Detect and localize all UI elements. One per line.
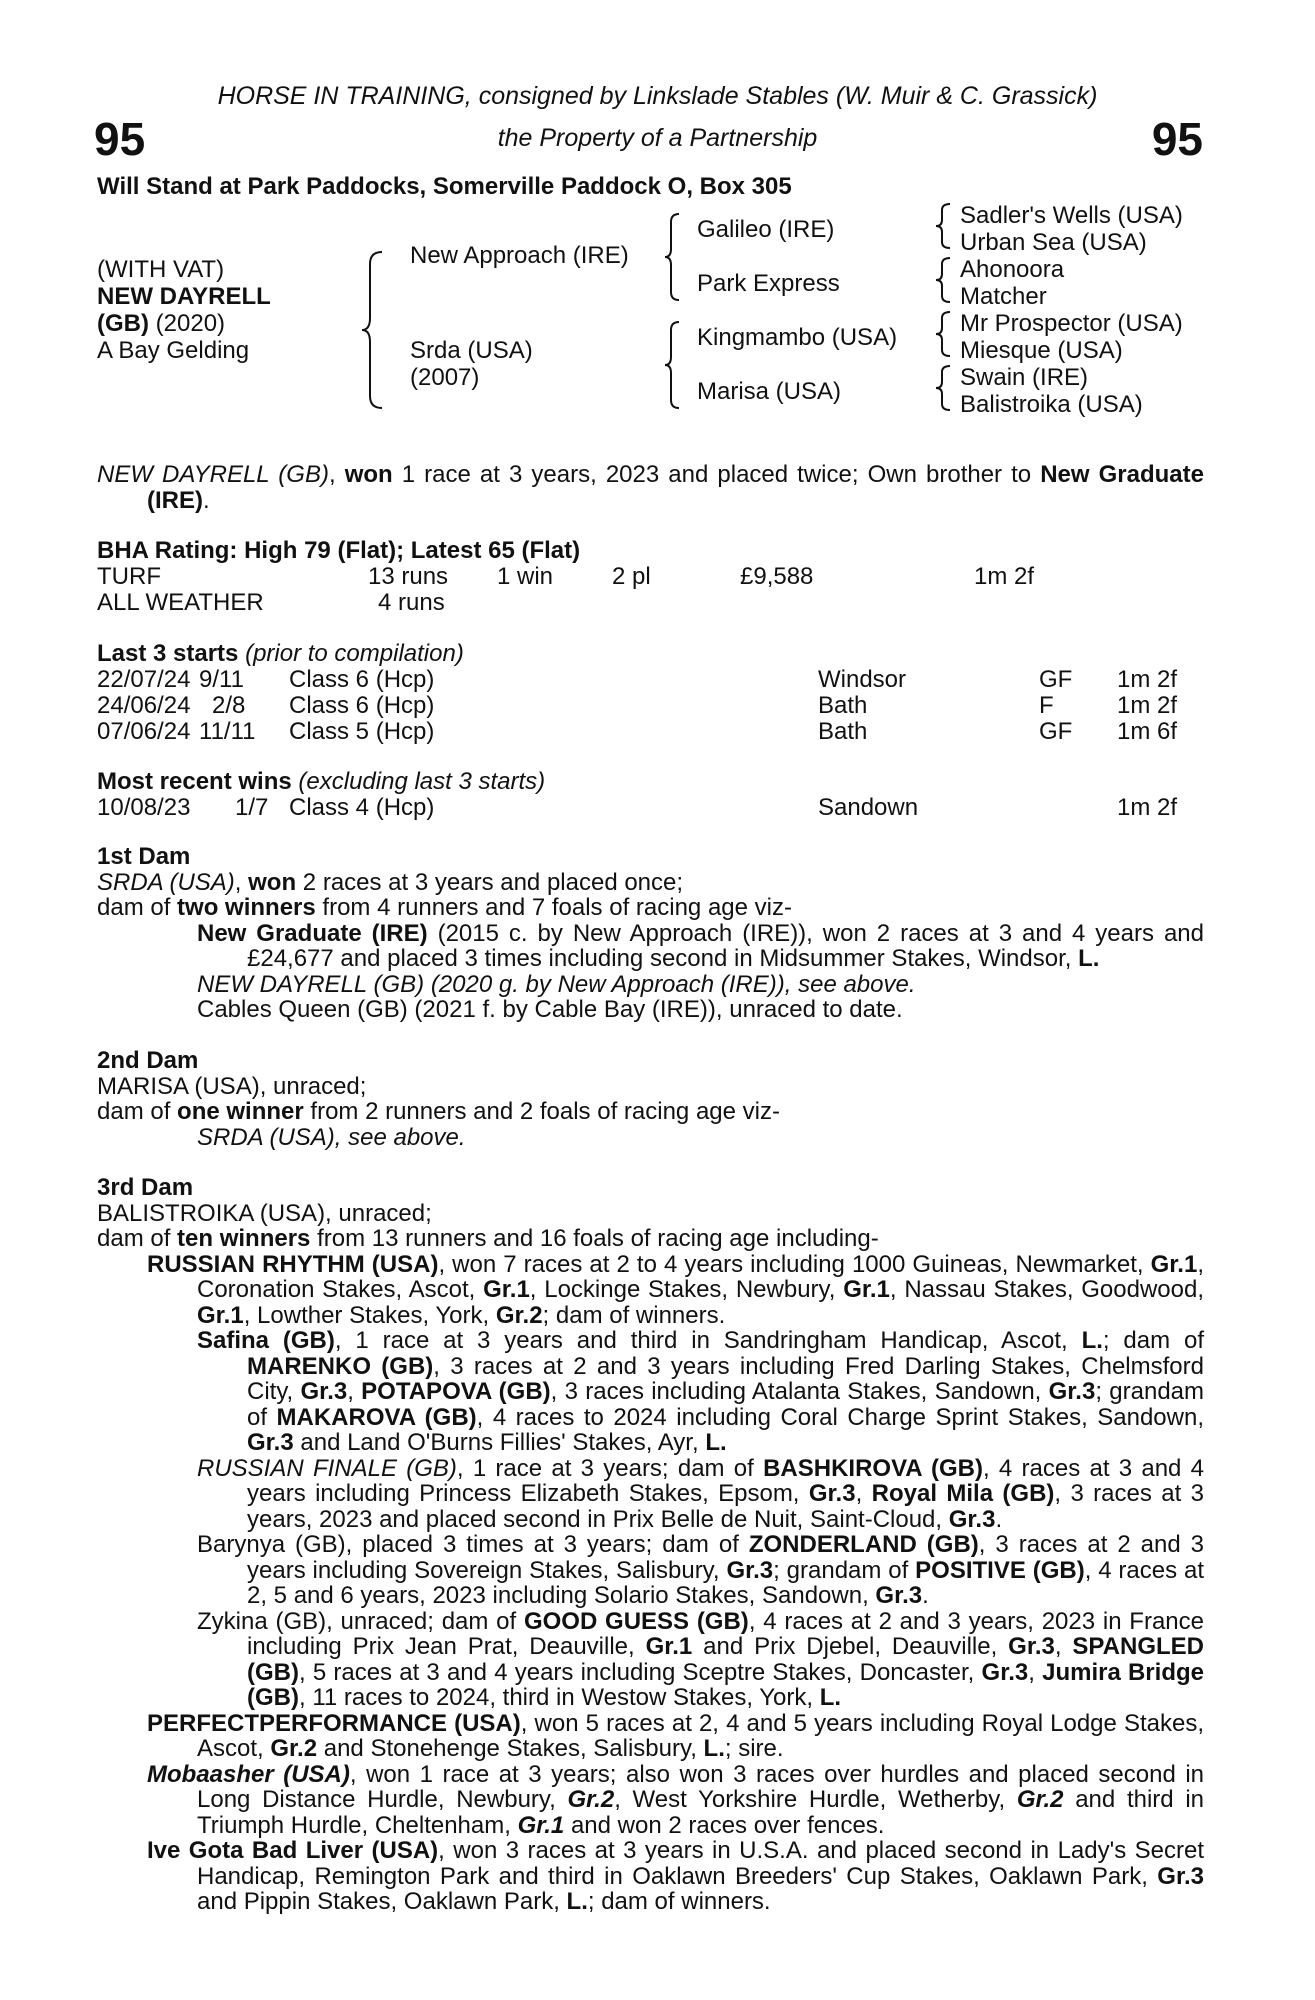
text: and won 2 races over fences.	[564, 1811, 885, 1839]
grade: Gr.1	[517, 1811, 565, 1839]
pedigree-gen3-8: Balistroika (USA)	[960, 391, 1143, 418]
recent-date: 10/08/23	[97, 794, 191, 821]
pedigree-dam: Srda (USA)	[410, 337, 533, 364]
grade: Gr.3	[981, 1658, 1029, 1686]
pedigree-sire-sire: Galileo (IRE)	[697, 216, 835, 243]
pedigree-sire: New Approach (IRE)	[410, 242, 629, 269]
grade: Gr.3	[726, 1556, 774, 1584]
text: ; grandam of	[247, 1378, 1205, 1431]
text: and Prix Djebel, Deauville,	[692, 1633, 1009, 1660]
progeny-name: PERFECTPERFORMANCE (USA)	[147, 1709, 521, 1737]
start-distance: 1m 2f	[1117, 666, 1178, 693]
grade: Gr.2	[495, 1301, 543, 1329]
lot-number-right: 95	[1151, 113, 1203, 165]
text: , 4 races at 3 and 4 years including Princess Elizabeth Stakes, Epsom,	[247, 1454, 1204, 1507]
progeny-name: GOOD GUESS (GB)	[523, 1607, 749, 1635]
text: ; dam of winners.	[542, 1301, 726, 1329]
listed-marker: L.	[1081, 1327, 1103, 1354]
text: , won 7 races at 2 to 4 years including 1000 Guineas, Newmarket,	[438, 1250, 1151, 1278]
dam1-name: SRDA (USA)	[97, 868, 235, 896]
stand-location: Will Stand at Park Paddocks, Somerville Paddock O, Box 305	[97, 173, 792, 200]
bha-rating: BHA Rating: High 79 (Flat); Latest 65 (Flat)	[97, 537, 581, 564]
pedigree-brace-main	[360, 250, 390, 410]
text: , won 1 race at 3 years; also won 3 races over hurdles and placed second in Long Distance Hurdle, Newbury,	[197, 1760, 1205, 1813]
text: and Stonehenge Stakes, Salisbury,	[317, 1735, 704, 1762]
text: , 3 races at 2 and 3 years including Fred Darling Stakes, Chelmsford City,	[247, 1352, 1204, 1405]
start-date: 22/07/24	[97, 666, 191, 693]
dam1-record: 2 races at 3 years and placed once;	[296, 868, 684, 896]
pedigree-brace-sire	[663, 212, 685, 302]
horse-year: (2020)	[155, 310, 226, 337]
progeny-entry	[97, 1762, 1204, 1839]
text: , won 5 races at 2, 4 and 5 years including Royal Lodge Stakes, Ascot,	[197, 1709, 1204, 1762]
progeny-entry	[97, 1328, 1204, 1456]
turf-runs: 13 runs	[368, 563, 449, 590]
text: and Land O'Burns Fillies' Stakes, Ayr,	[293, 1429, 706, 1456]
progeny-name: Safina (GB)	[197, 1327, 335, 1354]
progeny-name: Barynya (GB)	[197, 1531, 346, 1558]
grade: Gr.3	[875, 1582, 923, 1609]
grade: Gr.1	[1150, 1250, 1198, 1278]
text: , 4 races at 2 and 3 years, 2023 in France including Prix Jean Prat, Deauville,	[247, 1607, 1204, 1660]
grade: Gr.1	[843, 1276, 890, 1303]
text: , 3 races at 2 and 3 years including Sovereign Stakes, Salisbury,	[247, 1531, 1205, 1584]
grade: Gr.3	[1048, 1378, 1096, 1405]
listed-marker: L.	[703, 1735, 725, 1762]
progeny-name: New Graduate (IRE)	[197, 919, 428, 947]
dam1-winners: two winners	[177, 894, 316, 921]
summary-end: .	[203, 486, 210, 514]
summary-brother: New Graduate (IRE)	[147, 461, 1204, 514]
progeny-name: RUSSIAN RHYTHM (USA)	[147, 1250, 439, 1278]
first-dam-heading: 1st Dam	[97, 843, 191, 870]
pedigree-gen3-1: Sadler's Wells (USA)	[960, 202, 1183, 229]
start-distance: 1m 2f	[1117, 692, 1178, 719]
dam1-damof: dam of	[97, 894, 178, 921]
text: and Pippin Stakes, Oaklawn Park,	[197, 1888, 567, 1915]
progeny-entry: NEW DAYRELL (GB) (2020 g. by New Approach (IRE)), see above.	[197, 970, 916, 998]
dam3-name: BALISTROIKA (USA), unraced;	[97, 1199, 432, 1227]
property-line: the Property of a Partnership	[497, 124, 818, 152]
dam2-winners: one winner	[177, 1098, 304, 1125]
first-dam-section	[97, 844, 1204, 1023]
recent-position: 1/7	[235, 794, 269, 821]
text: ,	[347, 1378, 362, 1405]
dam1-foals: from 4 runners and 7 foals of racing age viz-	[315, 894, 792, 921]
pedigree-dam-sire: Kingmambo (USA)	[697, 324, 898, 351]
text: , unraced; dam of	[326, 1607, 524, 1635]
text: .	[995, 1505, 1003, 1533]
dam2-name: MARISA (USA), unraced;	[97, 1072, 367, 1100]
text: , 1 race at 3 years and third in Sandringham Handicap, Ascot,	[334, 1327, 1082, 1354]
start-position: 2/8	[212, 692, 246, 719]
text: , Nassau Stakes, Goodwood,	[889, 1276, 1204, 1303]
aw-runs: 4 runs	[378, 589, 445, 616]
text: , 11 races to 2024, third in Westow Stakes, York,	[298, 1684, 820, 1711]
last-3-note: (prior to compilation)	[245, 640, 464, 667]
pedigree-brace-dam	[663, 320, 685, 410]
pedigree-gen3-6: Miesque (USA)	[960, 337, 1123, 364]
grade: Gr.3	[808, 1480, 856, 1507]
progeny-name: SPANGLED (GB)	[247, 1633, 1204, 1686]
start-class: Class 6 (Hcp)	[289, 692, 435, 719]
recent-title: Most recent wins	[97, 768, 292, 795]
progeny-entry: SRDA (USA), see above.	[197, 1123, 466, 1151]
progeny-name: Mobaasher (USA)	[147, 1760, 350, 1788]
grade: Gr.3	[1008, 1633, 1055, 1660]
grade: Gr.3	[1157, 1862, 1204, 1890]
text: , Coronation Stakes, Ascot,	[197, 1250, 1204, 1303]
pedigree-gen3-7: Swain (IRE)	[960, 364, 1089, 391]
progeny-entry	[97, 1609, 1204, 1711]
progeny-entry	[97, 1456, 1204, 1533]
pedigree-gen3-3: Ahonoora	[960, 256, 1065, 283]
turf-distance: 1m 2f	[974, 563, 1035, 590]
start-date: 07/06/24	[97, 718, 191, 745]
start-distance: 1m 6f	[1117, 718, 1178, 745]
pedigree-gen3-5: Mr Prospector (USA)	[960, 310, 1183, 337]
start-course: Windsor	[818, 666, 907, 693]
turf-wins: 1 win	[497, 563, 554, 590]
recent-distance: 1m 2f	[1117, 794, 1178, 821]
progeny-entry: Cables Queen (GB) (2021 f. by Cable Bay (IRE)), unraced to date.	[197, 996, 903, 1023]
progeny-entry	[97, 1532, 1204, 1609]
recent-course: Sandown	[818, 794, 919, 821]
turf-placed: 2 pl	[612, 563, 651, 590]
horse-description: A Bay Gelding	[97, 337, 250, 364]
text: , 3 races including Atalanta Stakes, Sandown,	[550, 1378, 1049, 1405]
text: and third in Triumph Hurdle, Cheltenham,	[197, 1786, 1204, 1839]
grade: Gr.1	[197, 1301, 244, 1329]
progeny-name: ZONDERLAND (GB)	[748, 1531, 979, 1558]
text: , won 3 races at 3 years in U.S.A. and placed second in Lady's Secret Handicap, Remington Park and third in Oaklawn Breeders' Cup Stakes, Oaklawn Park,	[197, 1837, 1205, 1890]
grade: Gr.3	[247, 1429, 294, 1456]
text: , 4 races to 2024 including Coral Charge Sprint Stakes, Sandown,	[476, 1403, 1204, 1431]
dam1-won: won	[248, 868, 297, 896]
start-position: 11/11	[199, 718, 256, 745]
vat-note: (WITH VAT)	[97, 256, 225, 283]
start-course: Bath	[818, 692, 868, 719]
summary-horse-name: NEW DAYRELL (GB)	[97, 461, 329, 488]
horse-name: NEW DAYRELL	[97, 283, 271, 310]
summary-won: won	[344, 461, 393, 488]
start-course: Bath	[818, 718, 868, 745]
recent-class: Class 4 (Hcp)	[289, 794, 435, 821]
text: .	[922, 1582, 929, 1609]
progeny-name: RUSSIAN FINALE (GB)	[197, 1454, 457, 1482]
turf-label: TURF	[97, 563, 161, 590]
grade: Gr.2	[270, 1735, 318, 1762]
listed-marker: L.	[1078, 945, 1100, 972]
listed-marker: L.	[705, 1429, 727, 1456]
turf-prize-money: £9,588	[740, 563, 814, 590]
aw-label: ALL WEATHER	[97, 589, 264, 616]
pedigree-gen3-4: Matcher	[960, 283, 1047, 310]
text: , 3 races at 3 years, 2023 and placed second in Prix Belle de Nuit, Saint-Cloud,	[247, 1480, 1204, 1533]
listed-marker: L.	[819, 1684, 842, 1711]
listed-marker: L.	[566, 1888, 588, 1915]
dam2-damof: dam of	[97, 1098, 178, 1125]
start-class: Class 5 (Hcp)	[289, 718, 435, 745]
summary-paragraph: NEW DAYRELL (GB), won 1 race at 3 years, 2023 and placed twice; Own brother to New Graduate (IRE).	[97, 461, 1204, 514]
pedigree-sire-dam: Park Express	[697, 270, 840, 297]
text: , West Yorkshire Hurdle, Wetherby,	[614, 1786, 1017, 1813]
text: , 5 races at 3 and 4 years including Sceptre Stakes, Doncaster,	[298, 1658, 982, 1686]
progeny-name: BASHKIROVA (GB)	[763, 1454, 983, 1482]
start-going: GF	[1039, 666, 1073, 693]
recent-note: (excluding last 3 starts)	[298, 768, 546, 795]
pedigree-brace-sd	[934, 256, 956, 304]
progeny-entry	[97, 1252, 1204, 1329]
grade: Gr.3	[948, 1505, 996, 1533]
pedigree-brace-ds	[934, 310, 956, 358]
text: ,	[855, 1480, 872, 1507]
lot-number-left: 95	[94, 113, 146, 165]
text: ; grandam of	[773, 1556, 916, 1584]
text: ; dam of	[1102, 1327, 1204, 1354]
dam2-foals: from 2 runners and 2 foals of racing age viz-	[303, 1098, 780, 1125]
consignor-line: HORSE IN TRAINING, consigned by Linkslade Stables (W. Muir & C. Grassick)	[217, 82, 1098, 110]
grade: Gr.2	[567, 1786, 615, 1813]
start-position: 9/11	[199, 666, 244, 693]
progeny-name: Royal Mila (GB)	[871, 1480, 1055, 1507]
grade: Gr.1	[483, 1276, 530, 1303]
second-dam-section	[97, 1048, 1204, 1150]
last-3-title: Last 3 starts	[97, 640, 239, 667]
text: ; dam of winners.	[587, 1888, 771, 1915]
progeny-name: Zykina (GB)	[197, 1607, 327, 1635]
progeny-name: MAKAROVA (GB)	[276, 1403, 477, 1431]
start-date: 24/06/24	[97, 692, 191, 719]
dam3-foals: from 13 runners and 16 foals of racing age including-	[310, 1225, 879, 1252]
progeny-name: Ive Gota Bad Liver (USA)	[147, 1837, 439, 1864]
pedigree-gen3-2: Urban Sea (USA)	[960, 229, 1147, 256]
start-class: Class 6 (Hcp)	[289, 666, 435, 693]
last-3-starts-heading	[97, 640, 464, 667]
text: , 1 race at 3 years; dam of	[456, 1454, 764, 1482]
text: , placed 3 times at 3 years; dam of	[345, 1531, 749, 1558]
text: , Lowther Stakes, York,	[243, 1301, 496, 1329]
progeny-name: POTAPOVA (GB)	[361, 1378, 551, 1405]
horse-country-year	[97, 310, 225, 337]
grade: Gr.2	[1016, 1786, 1064, 1813]
pedigree-brace-dd	[934, 364, 956, 412]
third-dam-section	[97, 1175, 1204, 1915]
text: ; sire.	[724, 1735, 784, 1762]
progeny-name: POSITIVE (GB)	[915, 1556, 1085, 1584]
progeny-entry	[97, 1711, 1204, 1762]
progeny-name: MARENKO (GB)	[247, 1352, 434, 1380]
progeny-record: (2015 c. by New Approach (IRE)), won 2 races at 3 and 4 years and £24,677 and placed 3 times including second in Midsummer Stakes, Windsor,	[247, 919, 1204, 972]
pedigree-dam-dam: Marisa (USA)	[697, 378, 842, 405]
dam3-winners: ten winners	[177, 1225, 311, 1252]
text: , 4 races at 2, 5 and 6 years, 2023 including Solario Stakes, Sandown,	[247, 1556, 1204, 1609]
grade: Gr.3	[300, 1378, 348, 1405]
dam1-sep: ,	[234, 868, 249, 896]
second-dam-heading: 2nd Dam	[97, 1047, 199, 1074]
start-going: GF	[1039, 718, 1073, 745]
progeny-entry	[97, 1838, 1204, 1915]
text: ,	[1028, 1658, 1043, 1686]
pedigree-dam-year: (2007)	[410, 364, 480, 391]
pedigree-brace-ss	[934, 202, 956, 250]
grade: Gr.1	[645, 1633, 693, 1660]
text: , Lockinge Stakes, Newbury,	[529, 1276, 844, 1303]
summary-text: 1 race at 3 years, 2023 and placed twice; Own brother to	[392, 461, 1041, 488]
start-going: F	[1039, 692, 1054, 719]
text: ,	[1054, 1633, 1073, 1660]
dam3-damof: dam of	[97, 1225, 178, 1252]
third-dam-heading: 3rd Dam	[97, 1174, 194, 1201]
horse-country: (GB)	[97, 310, 149, 337]
progeny-name: Jumira Bridge (GB)	[247, 1658, 1204, 1711]
recent-wins-heading	[97, 768, 545, 795]
